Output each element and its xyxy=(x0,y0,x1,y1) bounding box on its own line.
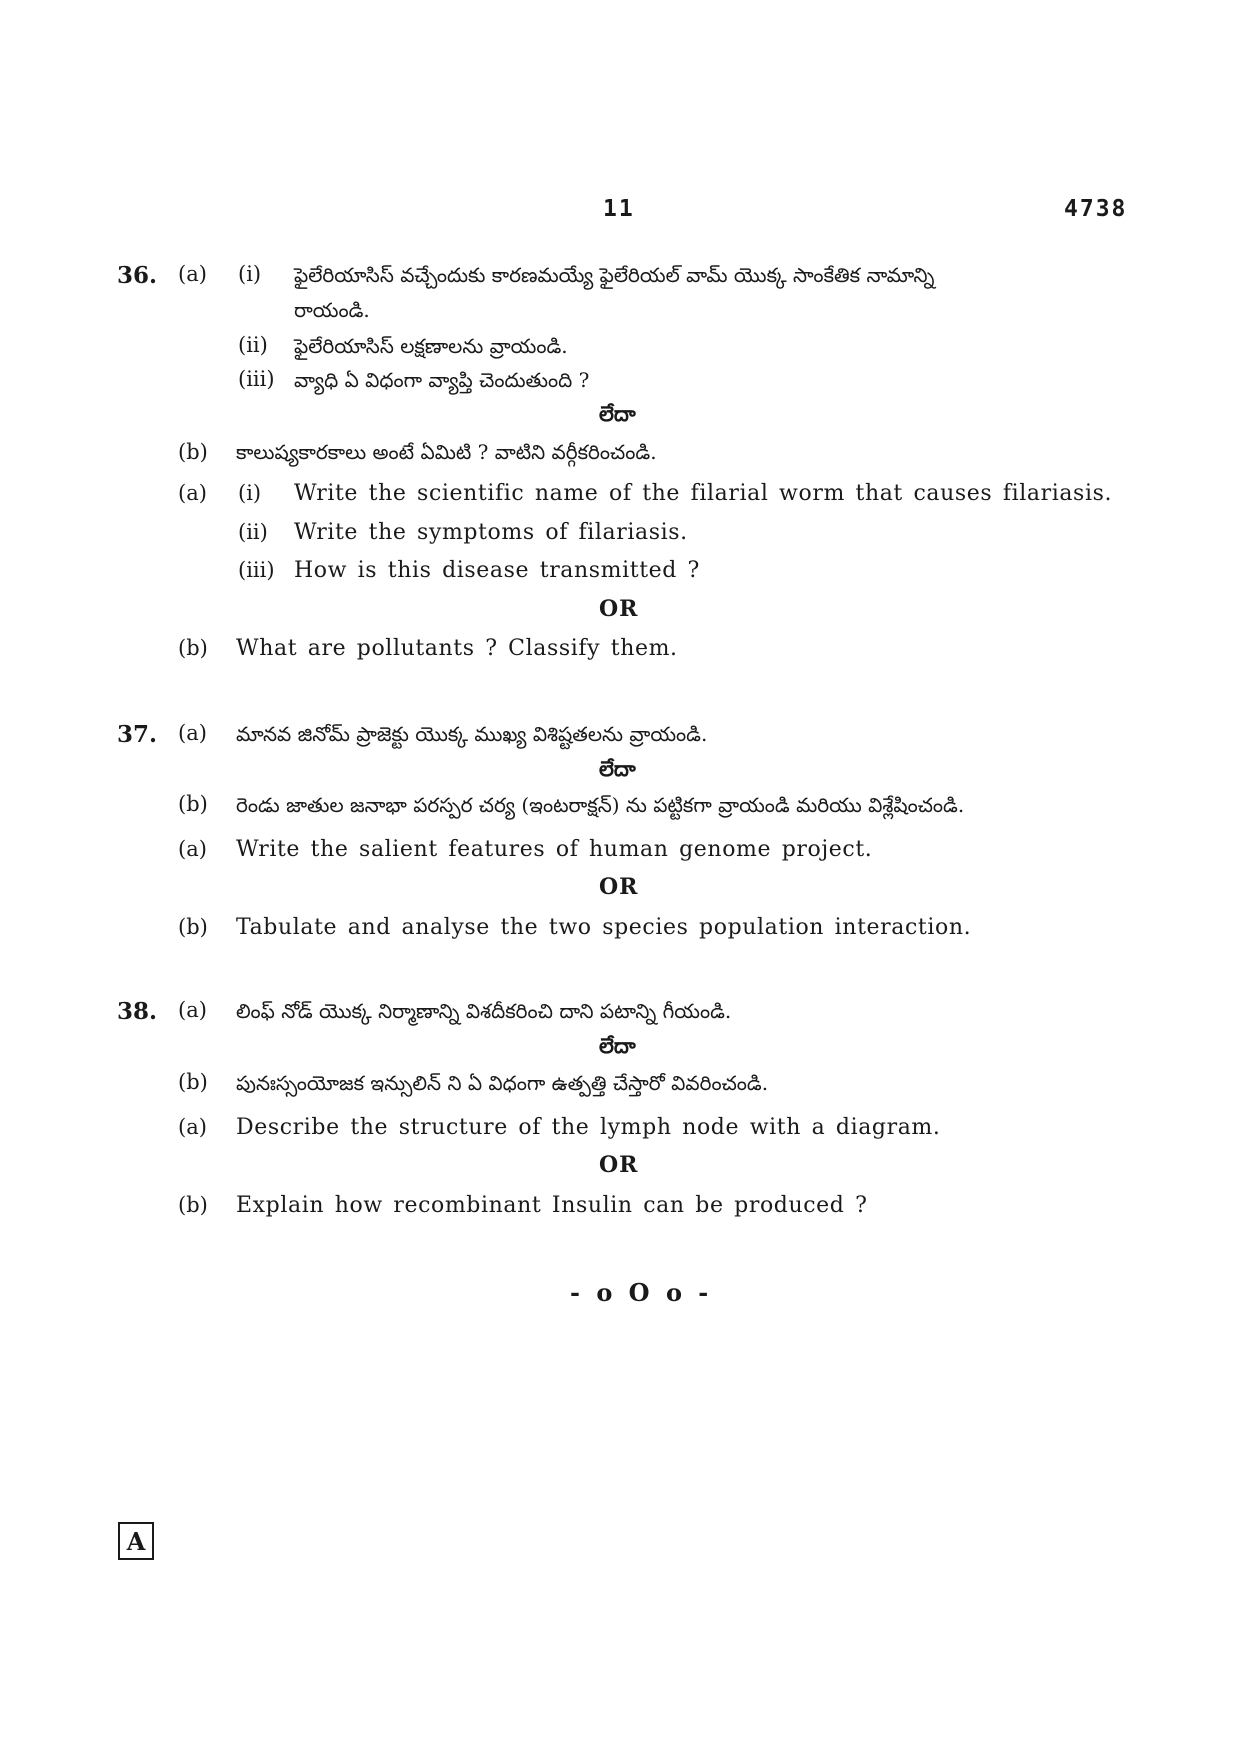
english-text: How is this disease transmitted ? xyxy=(294,558,700,583)
part-a-label: (a) xyxy=(178,837,207,861)
english-text: Write the symptoms of filariasis. xyxy=(294,520,688,545)
sub-iii-label: (iii) xyxy=(238,367,275,391)
english-or: OR xyxy=(599,596,639,622)
part-a-label: (a) xyxy=(178,998,207,1022)
english-or: OR xyxy=(599,874,639,900)
question-number: 37. xyxy=(117,721,158,748)
english-text: Tabulate and analyse the two species population interaction. xyxy=(236,915,972,940)
english-text: Write the salient features of human genome project. xyxy=(236,837,873,862)
english-text: What are pollutants ? Classify them. xyxy=(236,636,678,661)
english-text: Describe the structure of the lymph node with a diagram. xyxy=(236,1115,941,1140)
part-b-label: (b) xyxy=(178,915,208,939)
question-number: 36. xyxy=(117,262,158,289)
part-a-label: (a) xyxy=(178,1115,207,1139)
telugu-or: లేదా xyxy=(599,401,636,426)
part-a-label: (a) xyxy=(178,721,207,745)
telugu-text: లింఫ్ నోడ్ యొక్క నిర్మాణాన్ని విశదీకరించి దాని పటాన్ని గీయండి. xyxy=(236,999,732,1023)
telugu-text: ఫైలేరియాసిస్ లక్షణాలను వ్రాయండి. xyxy=(294,334,568,358)
telugu-text: రాయండి. xyxy=(294,298,370,322)
set-label-box xyxy=(118,1522,154,1560)
set-label: A xyxy=(126,1526,146,1556)
part-b-label: (b) xyxy=(178,440,208,464)
sub-ii-label: (ii) xyxy=(238,520,268,544)
sub-i-label: (i) xyxy=(238,262,262,286)
english-or: OR xyxy=(599,1152,639,1178)
telugu-text: పునఃస్సంయోజక ఇన్సులిన్ ని ఏ విధంగా ఉత్పత్తి చేస్తారో వివరించండి. xyxy=(236,1071,769,1095)
sub-ii-label: (ii) xyxy=(238,333,268,357)
telugu-text: మానవ జినోమ్ ప్రాజెక్టు యొక్క ముఖ్య విశిష్టతలను వ్రాయండి. xyxy=(236,722,708,746)
telugu-or: లేదా xyxy=(599,1033,636,1058)
telugu-text: రెండు జాతుల జనాభా పరస్పర చర్య (ఇంటరాక్షన్) ను పట్టికగా వ్రాయండి మరియు విశ్లేషించండి. xyxy=(236,793,965,817)
telugu-text: ఫైలేరియాసిస్ వచ్చేందుకు కారణమయ్యే ఫైలేరియల్ వామ్ యొక్క సాంకేతిక నామాన్ని xyxy=(294,263,935,287)
part-b-label: (b) xyxy=(178,792,208,816)
telugu-text: వ్యాధి ఏ విధంగా వ్యాప్తి చెందుతుంది ? xyxy=(294,368,590,392)
part-b-label: (b) xyxy=(178,636,208,660)
question-number: 38. xyxy=(117,998,158,1025)
paper-code: 4738 xyxy=(1064,196,1128,222)
part-a-label: (a) xyxy=(178,262,207,286)
part-b-label: (b) xyxy=(178,1193,208,1217)
sub-iii-label: (iii) xyxy=(238,558,275,582)
sub-i-label: (i) xyxy=(238,481,262,505)
page-number: 11 xyxy=(603,196,635,222)
part-a-label: (a) xyxy=(178,481,207,505)
telugu-text: కాలుష్యకారకాలు అంటే ఏమిటి ? వాటిని వర్గీకరించండి. xyxy=(236,440,657,464)
part-b-label: (b) xyxy=(178,1070,208,1094)
english-text: Explain how recombinant Insulin can be produced ? xyxy=(236,1193,868,1218)
telugu-or: లేదా xyxy=(599,756,636,781)
end-of-paper-mark: - o O o - xyxy=(570,1278,713,1307)
english-text: Write the scientific name of the filarial worm that causes filariasis. xyxy=(294,481,1113,506)
